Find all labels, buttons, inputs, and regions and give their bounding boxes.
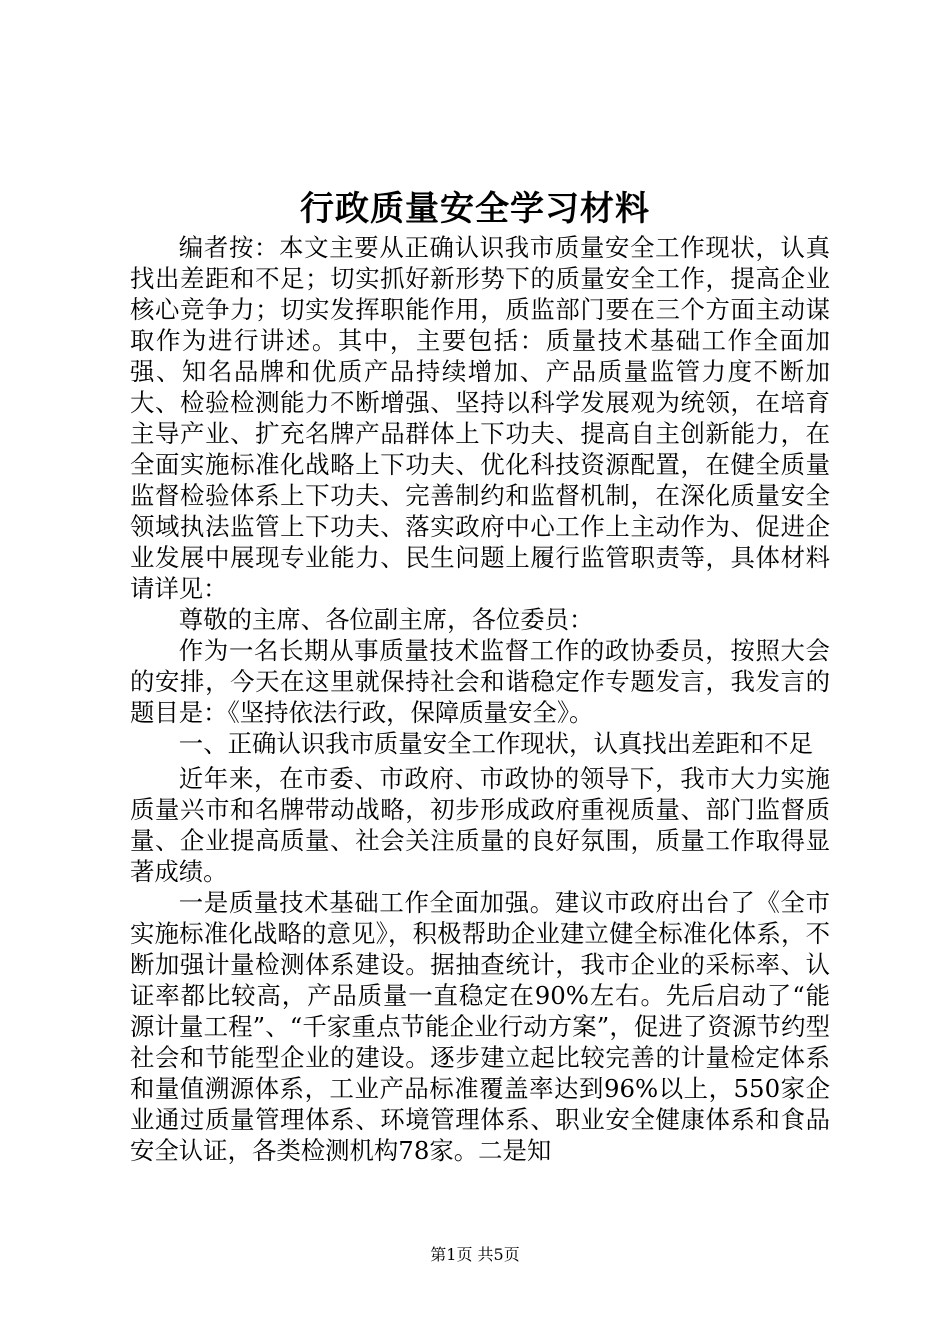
intro-paragraph: 作为一名长期从事质量技术监督工作的政协委员，按照大会的安排，今天在这里就保持社会和谐稳定作专题发言，我发言的题目是：《坚持依法行政，保障质量安全》。 [130,636,830,727]
document-body [130,232,830,1166]
body-paragraph: 近年来，在市委、市政府、市政协的领导下，我市大力实施质量兴市和名牌带动战略，初步形成政府重视质量、部门监督质量、企业提高质量、社会关注质量的良好氛围，质量工作取得显著成绩。 [130,764,830,886]
body-paragraph: 一是质量技术基础工作全面加强。建议市政府出台了《全市实施标准化战略的意见》，积极帮助企业建立健全标准化体系，不断加强计量检测体系建设。据抽查统计，我市企业的采标率、认证率都比较高，产品质量一直稳定在90%左右。先后启动了“能源计量工程”、“千家重点节能企业行动方案”，促进了资源节约型社会和节能型企业的建设。逐步建立起比较完善的计量检定体系和量值溯源体系，工业产品标准覆盖率达到96%以上，550家企业通过质量管理体系、环境管理体系、职业安全健康体系和食品安全认证，各类检测机构78家。二是知 [130,888,830,1165]
page-footer: 第1页 共5页 [430,1245,520,1264]
salutation-paragraph: 尊敬的主席、各位副主席，各位委员： [178,605,594,634]
editor-note-paragraph: 编者按：本文主要从正确认识我市质量安全工作现状，认真找出差距和不足；切实抓好新形势下的质量安全工作，提高企业核心竞争力；切实发挥职能作用，质监部门要在三个方面主动谋取作为进行讲述。其中，主要包括：质量技术基础工作全面加强、知名品牌和优质产品持续增加、产品质量监管力度不断加大、检验检测能力不断增强、坚持以科学发展观为统领，在培育主导产业、扩充名牌产品群体上下功夫、提高自主创新能力，在全面实施标准化战略上下功夫、优化科技资源配置，在健全质量监督检验体系上下功夫、完善制约和监督机制，在深化质量安全领域执法监管上下功夫、落实政府中心工作上主动作为、促进企业发展中展现专业能力、民生问题上履行监管职责等，具体材料请详见： [130,233,830,603]
section-heading-paragraph: 一、正确认识我市质量安全工作现状，认真找出差距和不足 [178,729,813,758]
document-title: 行政质量安全学习材料 [300,189,650,229]
